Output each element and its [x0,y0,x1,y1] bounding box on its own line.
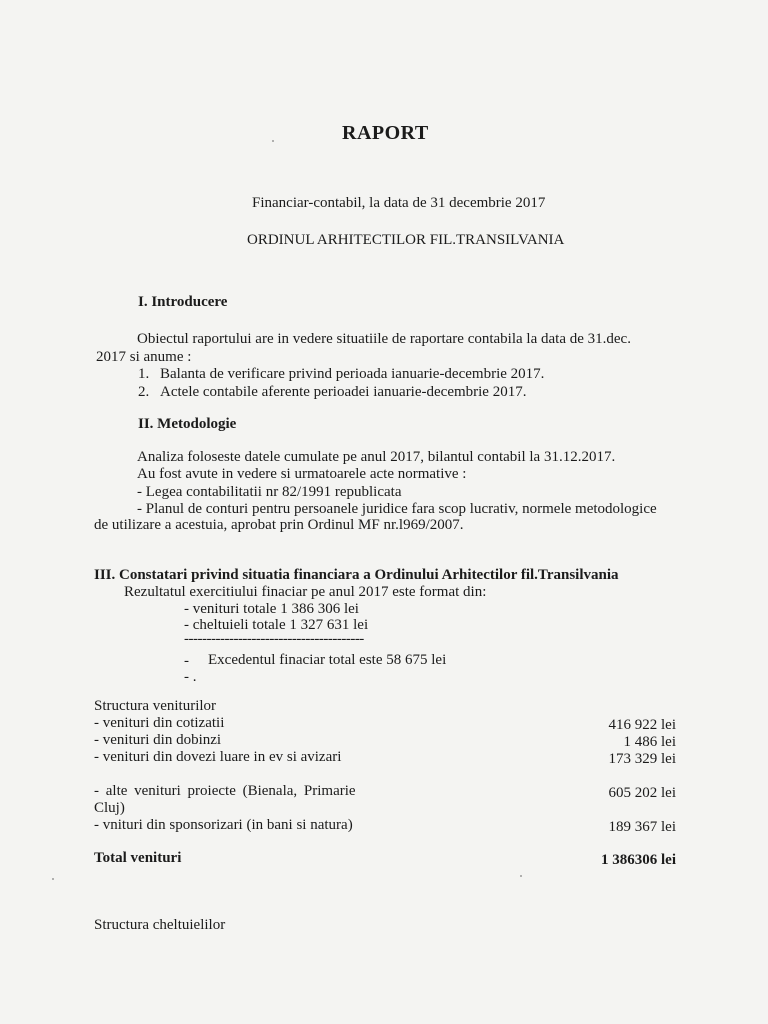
scan-speck [520,875,522,877]
separator-line: ---------------------------------------- [184,631,364,647]
list-item-number: 2. [138,384,150,400]
venituri-totale-line: - venituri totale 1 386 306 lei [184,601,359,617]
section-heading-constatari: III. Constatari privind situatia financiara a Ordinului Arhitectilor fil.Transilvania [94,567,619,583]
metodologie-line1: Analiza foloseste datele cumulate pe anul 2017, bilantul contabil la 31.12.2017. [137,449,616,465]
total-venituri-label: Total venituri [94,850,182,866]
document-subtitle: Financiar-contabil, la data de 31 decembrie 2017 [252,195,546,211]
list-item-number: 1. [138,366,150,382]
excedent-line: Excedentul finaciar total este 58 675 lei [208,652,447,668]
constatari-intro: Rezultatul exercitiului finaciar pe anul 2017 este format din: [124,584,487,600]
document-title: RAPORT [342,122,429,144]
list-item-text: Actele contabile aferente perioadei ianuarie-decembrie 2017. [160,384,527,400]
income-row-label-continued: Cluj) [94,800,125,816]
income-row-value: 1 486 lei [623,734,676,750]
income-row-label: - venituri din cotizatii [94,715,225,731]
metodologie-line3: - Legea contabilitatii nr 82/1991 republicata [137,484,402,500]
income-row-value: 189 367 lei [608,819,676,835]
income-structure-heading: Structura veniturilor [94,698,217,714]
excedent-dash: - [184,653,189,669]
intro-paragraph-line1: Obiectul raportului are in vedere situatiile de raportare contabila la data de 31.dec. [137,331,631,347]
metodologie-line4: - Planul de conturi pentru persoanele juridice fara scop lucrativ, normele metodologice [137,501,657,517]
cheltuieli-totale-line: - cheltuieli totale 1 327 631 lei [184,617,369,633]
section-heading-metodologie: II. Metodologie [138,416,237,432]
organization-name: ORDINUL ARHITECTILOR FIL.TRANSILVANIA [247,232,565,248]
section-heading-introducere: I. Introducere [138,294,228,310]
income-row-label: - vnituri din sponsorizari (in bani si natura) [94,817,353,833]
scan-speck [52,878,54,880]
metodologie-line2: Au fost avute in vedere si urmatoarele acte normative : [137,466,467,482]
income-row-label: - venituri din dobinzi [94,732,222,748]
list-item-text: Balanta de verificare privind perioada ianuarie-decembrie 2017. [160,366,545,382]
income-row-value: 605 202 lei [608,785,676,801]
income-row-label: - venituri din dovezi luare in ev si avizari [94,749,342,765]
scan-speck [272,140,274,142]
income-row-value: 416 922 lei [608,717,676,733]
income-row-label: - alte venituri proiecte (Bienala, Primarie [94,783,356,799]
income-row-value: 173 329 lei [608,751,676,767]
empty-bullet-line: - . [184,669,197,685]
intro-paragraph-line2: 2017 si anume : [96,349,192,365]
expense-structure-heading: Structura cheltuielilor [94,917,226,933]
metodologie-line5: de utilizare a acestuia, aprobat prin Ordinul MF nr.l969/2007. [94,517,464,533]
total-venituri-value: 1 386306 lei [601,852,676,868]
